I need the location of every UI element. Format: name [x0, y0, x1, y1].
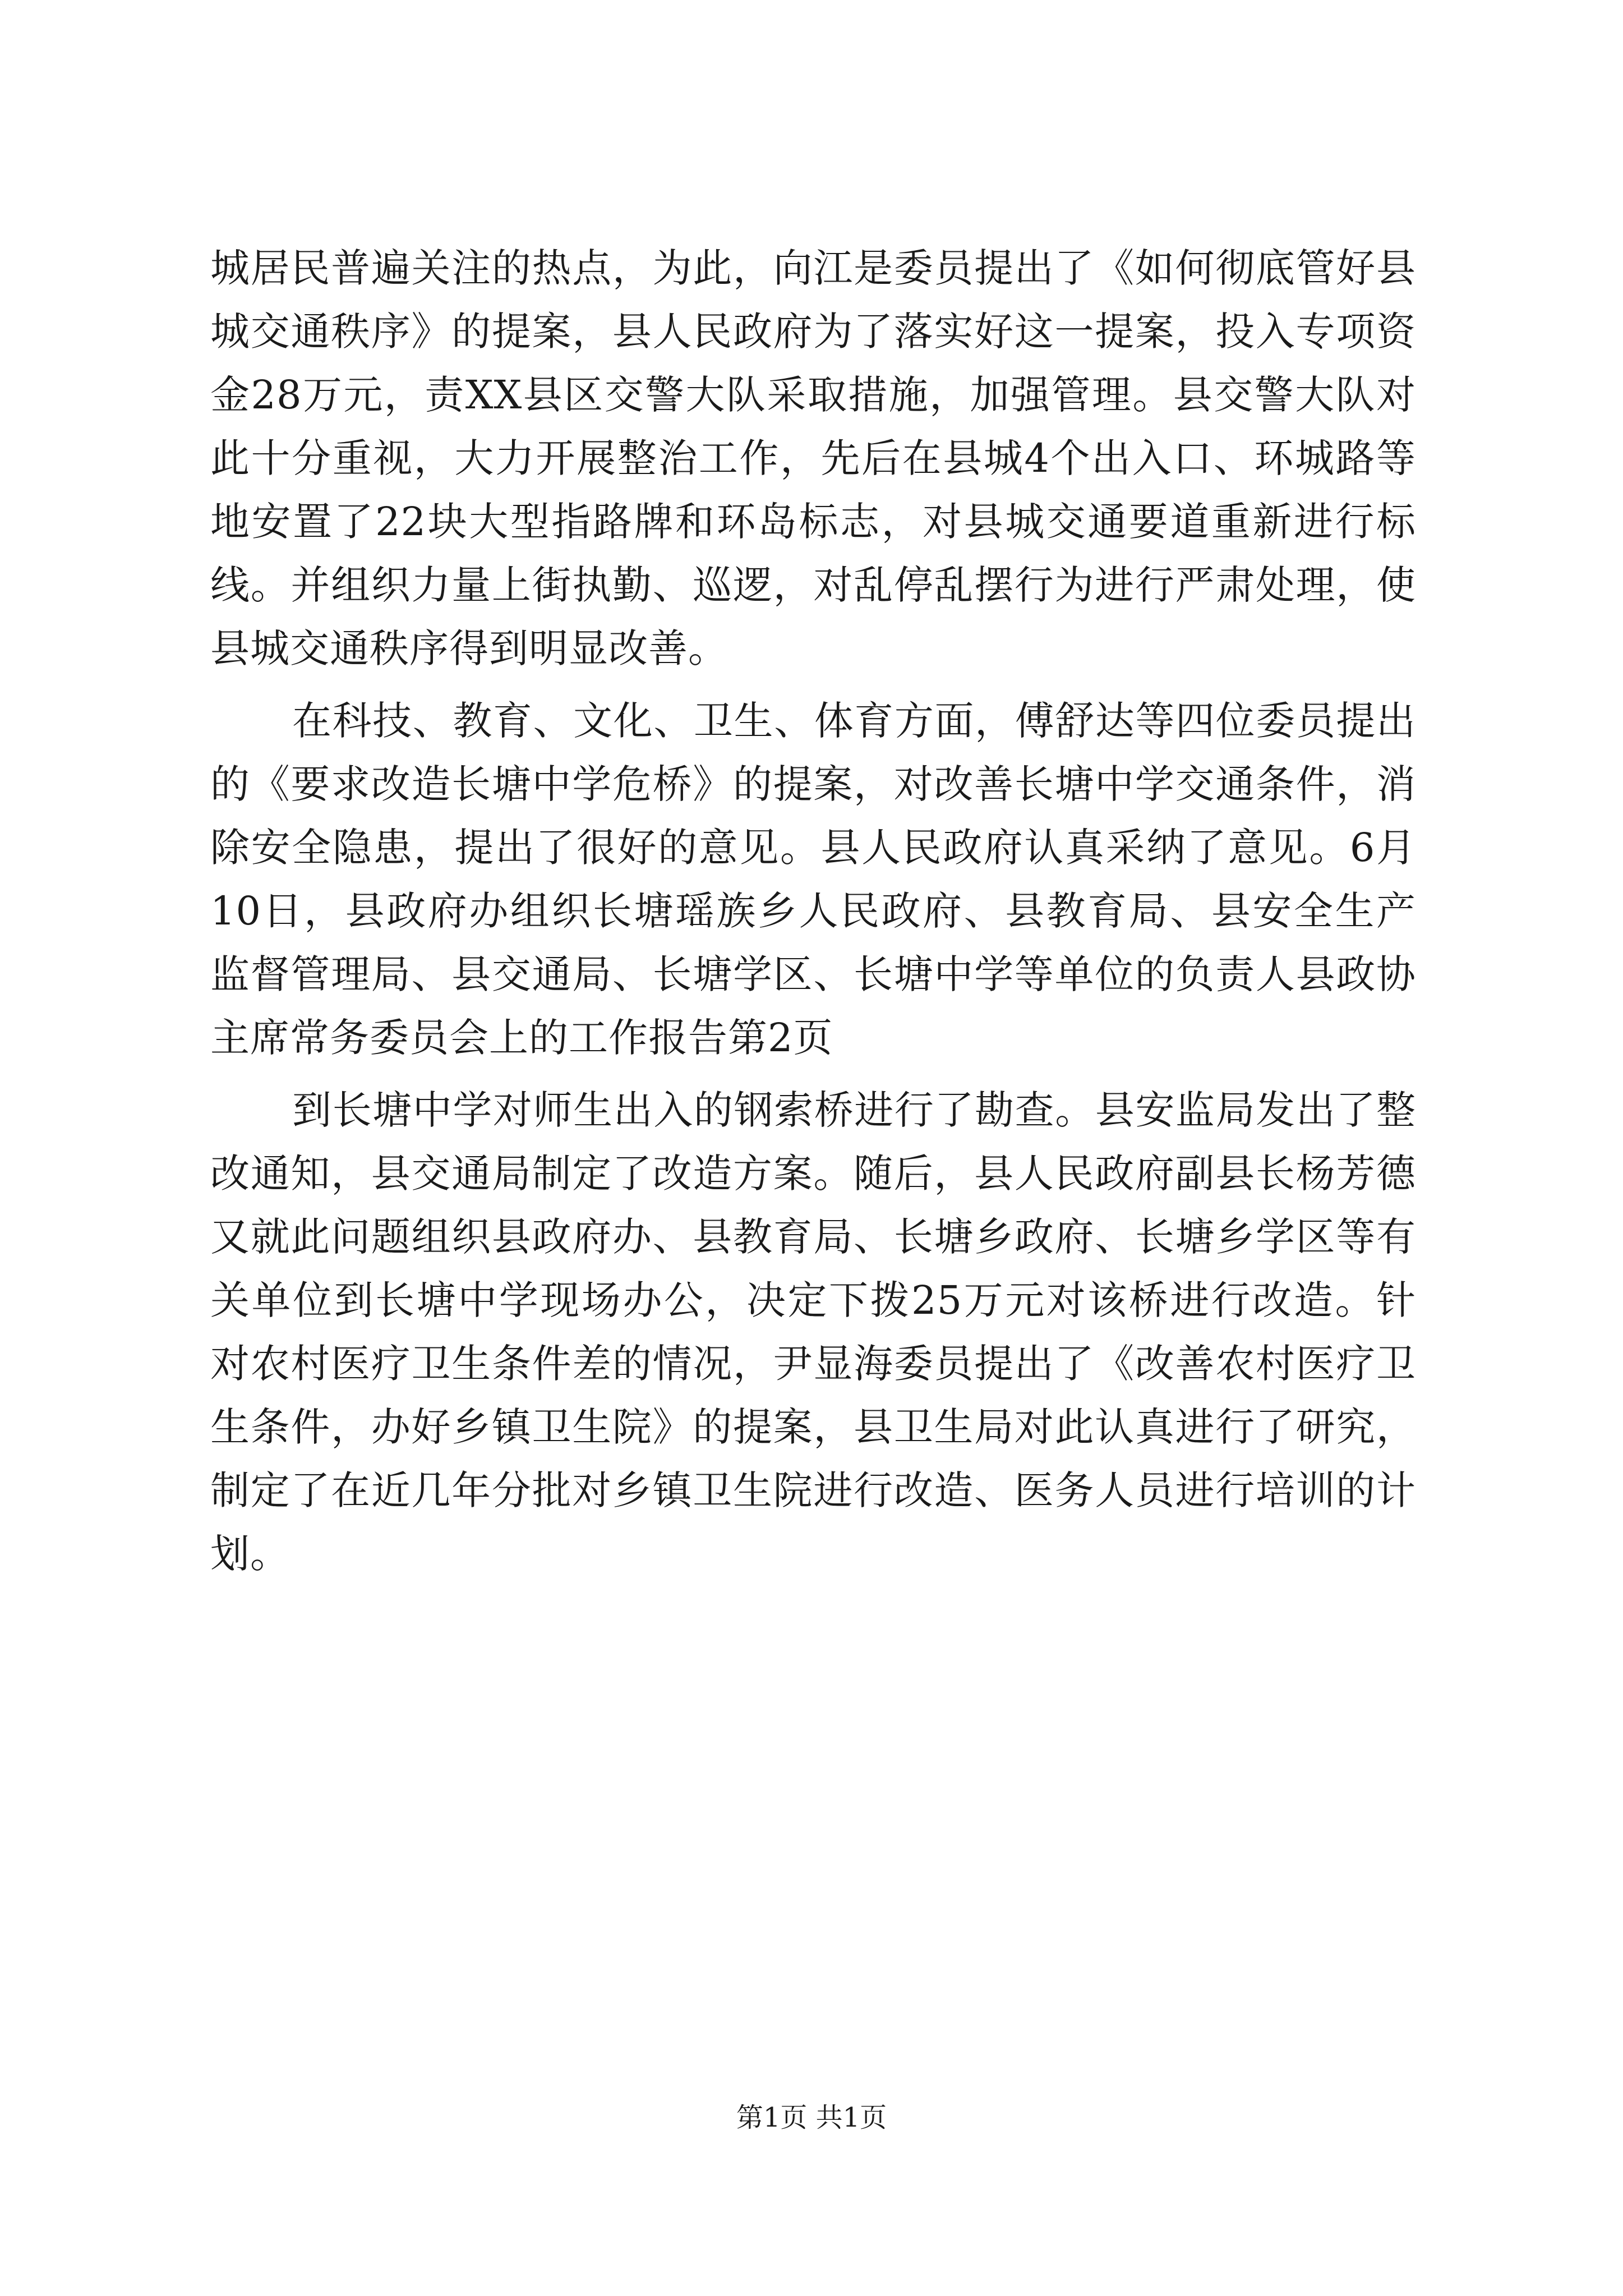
- document-body: [210, 237, 1416, 1595]
- paragraph-changtang-bridge: 在科技、教育、文化、卫生、体育方面，傅舒达等四位委员提出的《要求改造长塘中学危桥》的提案，对改善长塘中学交通条件，消除安全隐患，提出了很好的意见。县人民政府认真采纳了意见。6月10日，县政府办组织长塘瑶族乡人民政府、县教育局、县安全生产监督管理局、县交通局、长塘学区、长塘中学等单位的负责人县政协主席常务委员会上的工作报告第2页: [210, 698, 1416, 1061]
- paragraph-traffic-order: 城居民普遍关注的热点，为此，向江是委员提出了《如何彻底管好县城交通秩序》的提案，县人民政府为了落实好这一提案，投入专项资金28万元，责XX县区交警大队采取措施，加强管理。县交警大队对此十分重视，大力开展整治工作，先后在县城4个出入口、环城路等地安置了22块大型指路牌和环岛标志，对县城交通要道重新进行标线。并组织力量上街执勤、巡逻，对乱停乱摆行为进行严肃处理，使县城交通秩序得到明显改善。: [210, 245, 1416, 671]
- paragraph-rural-healthcare: 到长塘中学对师生出入的钢索桥进行了勘查。县安监局发出了整改通知，县交通局制定了改造方案。随后，县人民政府副县长杨芳德又就此问题组织县政府办、县教育局、长塘乡政府、长塘乡学区等有关单位到长塘中学现场办公，决定下拨25万元对该桥进行改造。针对农村医疗卫生条件差的情况，尹显海委员提出了《改善农村医疗卫生条件，办好乡镇卫生院》的提案，县卫生局对此认真进行了研究，制定了在近几年分批对乡镇卫生院进行改造、医务人员进行培训的计划。: [210, 1087, 1416, 1577]
- page-footer: 第1页 共1页: [736, 2102, 887, 2133]
